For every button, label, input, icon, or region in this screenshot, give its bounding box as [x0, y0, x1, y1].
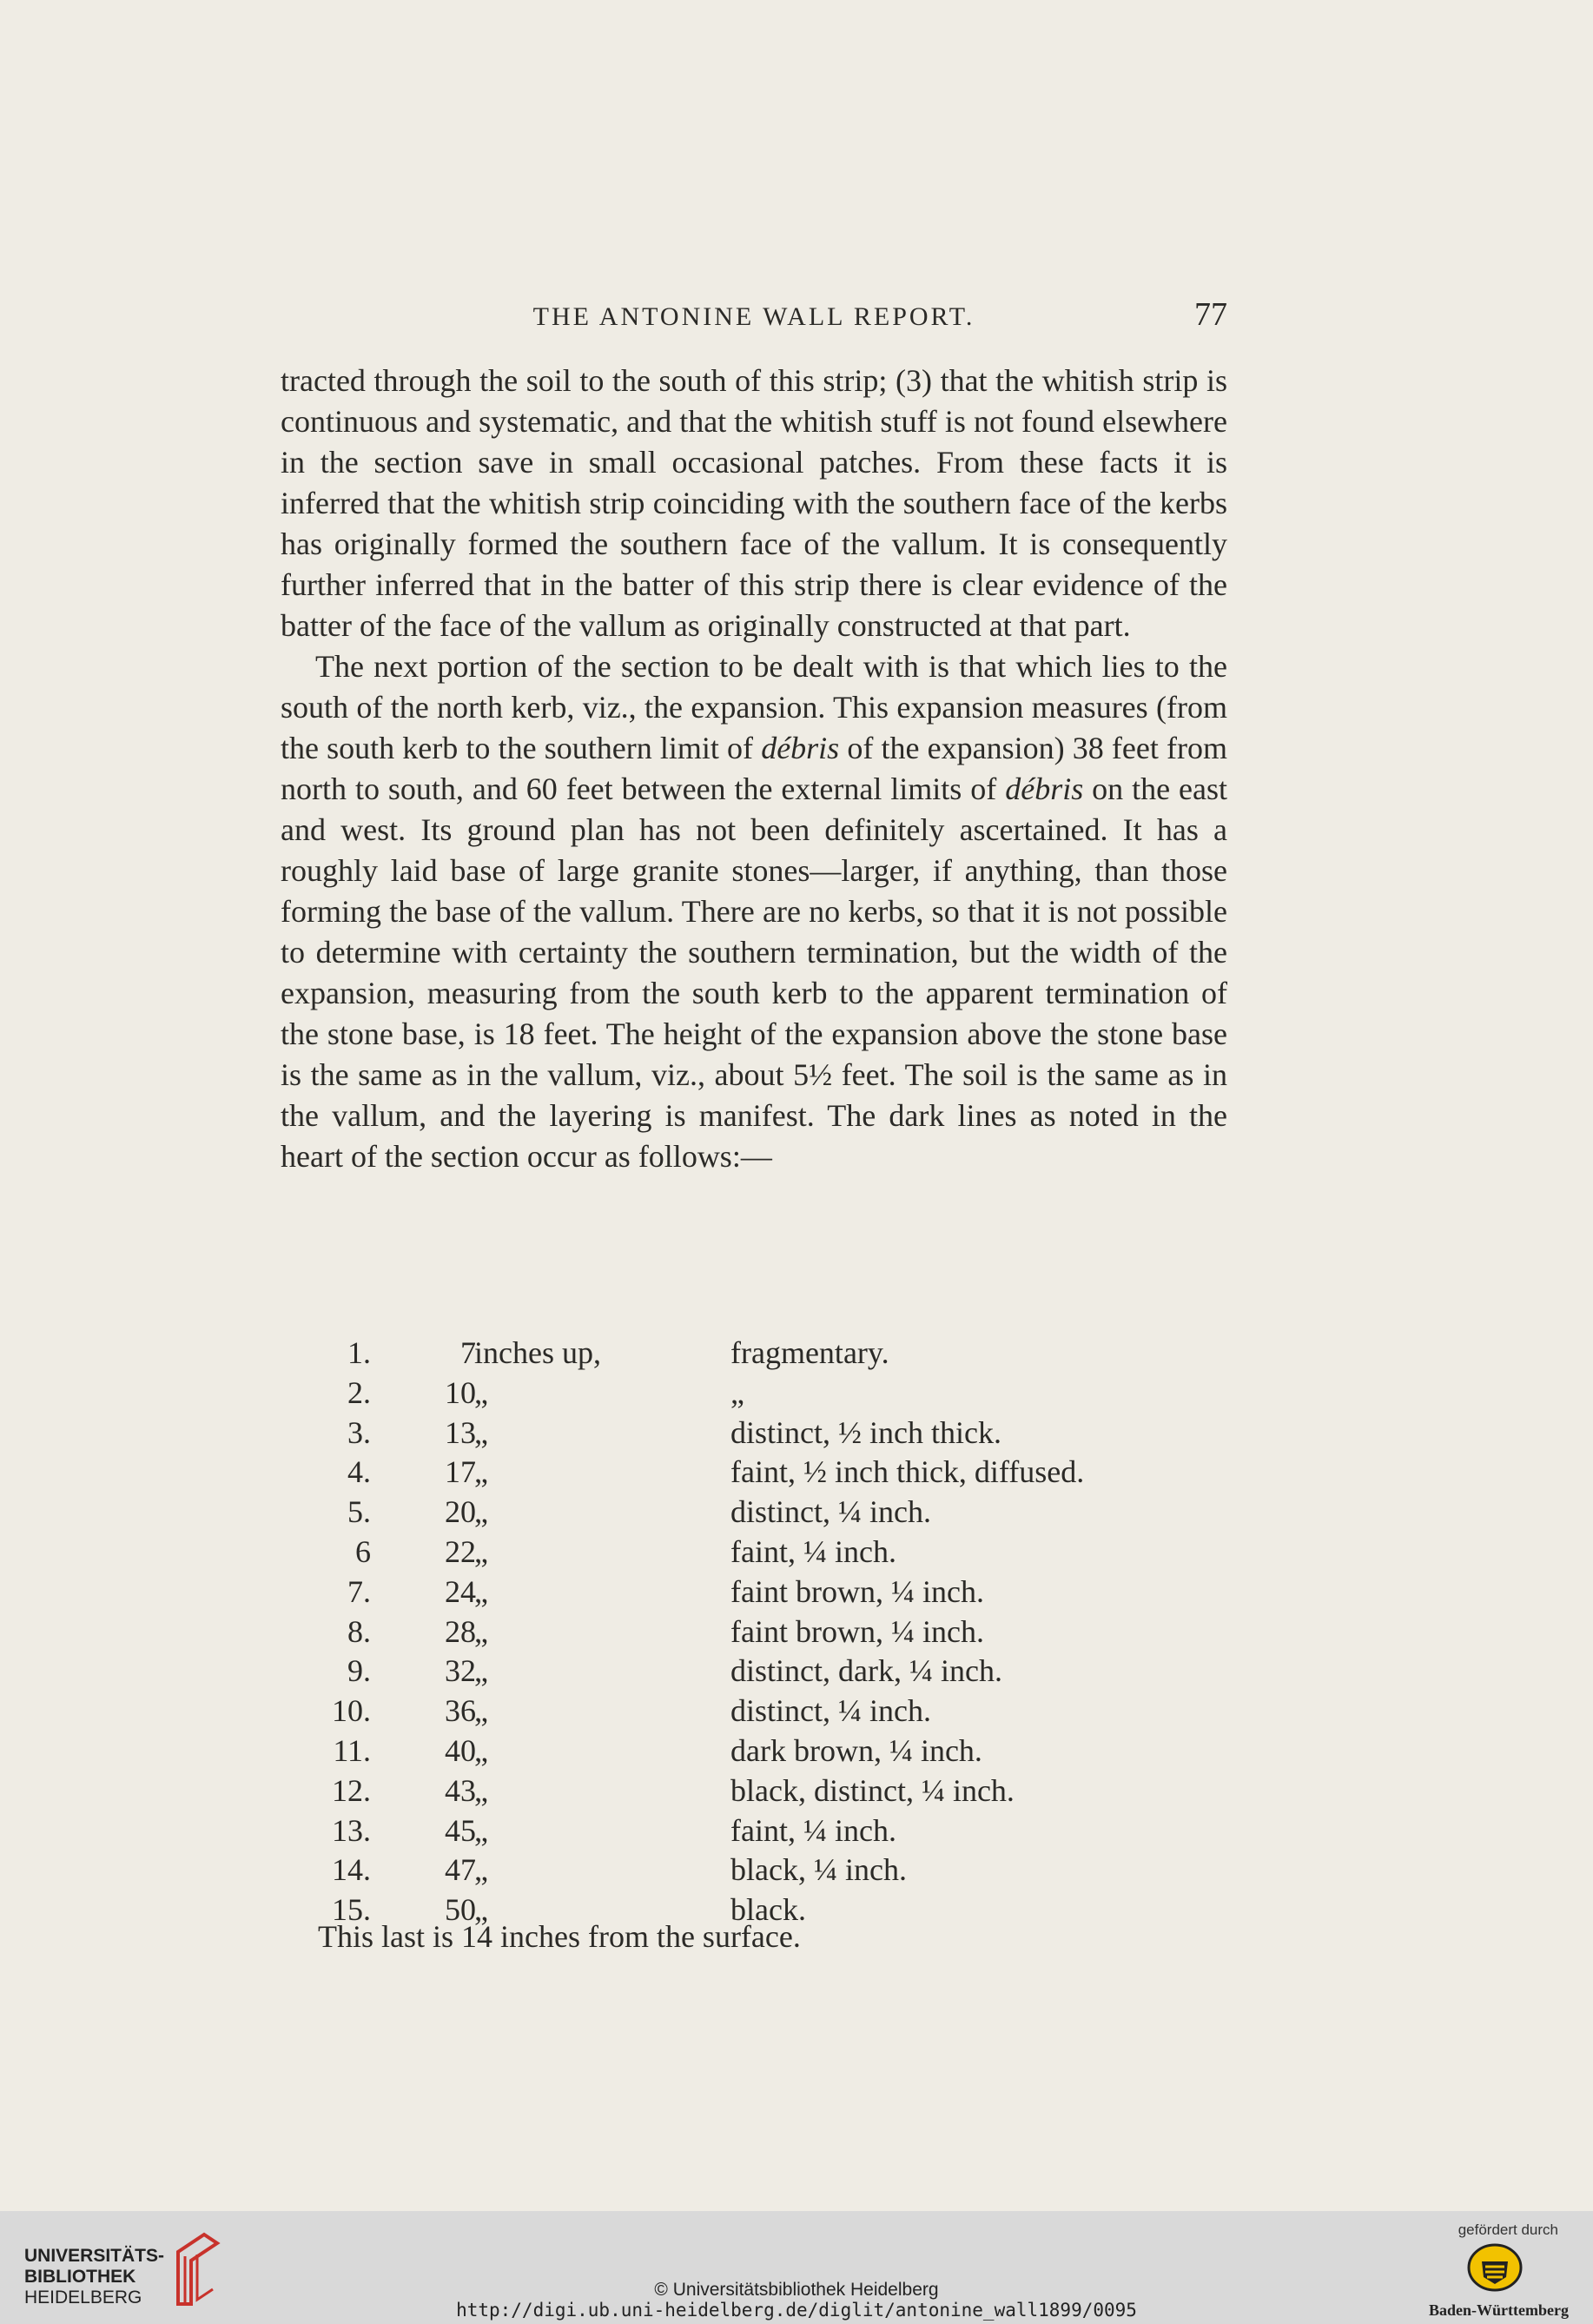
- dark-line-height: 17: [445, 1454, 476, 1490]
- dark-line-number: 15.: [332, 1892, 371, 1928]
- dark-line-height: 32: [445, 1653, 476, 1689]
- dark-line-number: 13.: [332, 1812, 371, 1848]
- dark-line-row: [281, 1772, 1227, 1812]
- dark-line-description: faint brown, ¼ inch.: [730, 1613, 984, 1649]
- dark-lines-list: [281, 1334, 1227, 1931]
- dark-line-height: 43: [445, 1772, 476, 1808]
- dark-line-unit: „: [474, 1653, 488, 1689]
- dark-line-row: [281, 1533, 1227, 1573]
- dark-line-number: 3.: [347, 1414, 371, 1450]
- closing-line: This last is 14 inches from the surface.: [318, 1919, 801, 1954]
- dark-line-row: [281, 1414, 1227, 1454]
- dark-line-description: faint brown, ¼ inch.: [730, 1573, 984, 1609]
- dark-line-unit: „: [474, 1613, 488, 1649]
- library-line-2: BIBLIOTHEK: [24, 2267, 136, 2287]
- dark-line-height: 40: [445, 1732, 476, 1768]
- dark-line-unit: „: [474, 1454, 488, 1490]
- paragraph-2-part-c: on the east and west. Its ground plan has not been definitely ascertained. It has a roughly laid base of large granite stones—larger, if anything, than those forming the base of the vallum. There are no kerbs, so that it is not possible to determine with certainty the southern termination, but the width of the expansion, measuring from the south kerb to the apparent termination of the stone base, is 18 feet. The height of the expansion above the stone base is the same as in the vallum, viz., about 5½ feet. The soil is the same as in the vallum, and the layering is manifest. The dark lines as noted in the heart of the section occur as follows:—: [281, 771, 1228, 1174]
- dark-line-row: [281, 1652, 1227, 1692]
- dark-line-description: faint, ¼ inch.: [730, 1533, 896, 1569]
- dark-line-row: [281, 1334, 1227, 1374]
- dark-line-number: 8.: [347, 1613, 371, 1649]
- dark-line-description: distinct, ¼ inch.: [730, 1693, 931, 1729]
- dark-line-height: 47: [445, 1852, 476, 1888]
- italic-debris-1: débris: [761, 731, 840, 765]
- dark-line-description: distinct, ½ inch thick.: [730, 1414, 1001, 1450]
- dark-line-unit: „: [474, 1812, 488, 1848]
- dark-line-number: 6: [355, 1533, 371, 1569]
- dark-line-height: 7: [460, 1335, 476, 1370]
- body-text: [281, 361, 1227, 1177]
- dark-line-number: 10.: [332, 1693, 371, 1729]
- italic-debris-2: débris: [1005, 771, 1084, 806]
- dark-line-row: [281, 1613, 1227, 1653]
- permalink-url[interactable]: http://digi.ub.uni-heidelberg.de/diglit/antonine_wall1899/0095: [456, 2300, 1137, 2321]
- dark-line-unit: „: [474, 1374, 488, 1410]
- dark-line-row: [281, 1692, 1227, 1732]
- dark-line-height: 20: [445, 1494, 476, 1530]
- dark-line-row: [281, 1812, 1227, 1852]
- dark-line-number: 11.: [333, 1732, 371, 1768]
- dark-line-number: 1.: [347, 1335, 371, 1370]
- dark-line-height: 28: [445, 1613, 476, 1649]
- dark-line-unit: „: [474, 1892, 488, 1928]
- dark-line-description: faint, ¼ inch.: [730, 1812, 896, 1848]
- sponsor-name: Baden-Württemberg: [1429, 2301, 1569, 2319]
- dark-line-number: 14.: [332, 1852, 371, 1888]
- dark-line-unit: „: [474, 1494, 488, 1530]
- dark-line-height: 13: [445, 1414, 476, 1450]
- paragraph-2-part-b: of the expansion) 38 feet from north to south, and 60 feet between the external limits of: [281, 731, 1227, 806]
- dark-line-number: 7.: [347, 1573, 371, 1609]
- state-seal-icon: [1466, 2242, 1524, 2293]
- dark-line-description: black.: [730, 1892, 806, 1928]
- dark-line-height: 45: [445, 1812, 476, 1848]
- footer-bar: [0, 2211, 1593, 2324]
- dark-line-unit: „: [474, 1533, 488, 1569]
- dark-line-unit: „: [474, 1772, 488, 1808]
- dark-line-description: distinct, ¼ inch.: [730, 1494, 931, 1530]
- dark-line-unit: „: [474, 1693, 488, 1729]
- dark-line-row: [281, 1573, 1227, 1613]
- running-title: THE ANTONINE WALL REPORT.: [532, 302, 975, 331]
- dark-line-description: black, ¼ inch.: [730, 1852, 907, 1888]
- dark-line-number: 9.: [347, 1653, 371, 1689]
- dark-line-height: 36: [445, 1693, 476, 1729]
- dark-line-description: distinct, dark, ¼ inch.: [730, 1653, 1002, 1689]
- dark-line-row: [281, 1493, 1227, 1533]
- dark-line-height: 10: [445, 1374, 476, 1410]
- sponsor-label: gefördert durch: [1457, 2221, 1558, 2238]
- dark-line-height: 24: [445, 1573, 476, 1609]
- dark-line-row: [281, 1732, 1227, 1772]
- page-number: 77: [1194, 296, 1227, 333]
- copyright-notice: © Universitätsbibliothek Heidelberg: [654, 2280, 939, 2300]
- dark-line-row: [281, 1453, 1227, 1493]
- library-line-1: UNIVERSITÄTS-: [24, 2246, 165, 2266]
- dark-line-description: „: [730, 1374, 744, 1410]
- dark-line-number: 5.: [347, 1494, 371, 1530]
- dark-line-unit: „: [474, 1732, 488, 1768]
- dark-line-description: black, distinct, ¼ inch.: [730, 1772, 1015, 1808]
- dark-line-row: [281, 1851, 1227, 1891]
- dark-line-number: 12.: [332, 1772, 371, 1808]
- paragraph-2-part-a: The next portion of the section to be dealt with is that which lies to the south of the north kerb, viz., the expansion. This expansion measures (from the south kerb to the southern limit of: [281, 649, 1227, 765]
- dark-line-number: 2.: [347, 1374, 371, 1410]
- paragraph-2: [281, 646, 1227, 1177]
- dark-line-description: dark brown, ¼ inch.: [730, 1732, 982, 1768]
- dark-line-height: 22: [445, 1533, 476, 1569]
- dark-line-number: 4.: [347, 1454, 371, 1490]
- dark-line-description: faint, ½ inch thick, diffused.: [730, 1454, 1085, 1490]
- dark-line-unit: inches up,: [474, 1335, 601, 1370]
- dark-line-description: fragmentary.: [730, 1335, 889, 1370]
- dark-line-unit: „: [474, 1852, 488, 1888]
- paragraph-1: tracted through the soil to the south of this strip; (3) that the whitish strip is continuous and systematic, and that the whitish stuff is not found elsewhere in the section save in small occasional patches. From these facts it is inferred that the whitish strip coinciding with the southern face of the kerbs has originally formed the southern face of the vallum. It is consequently further inferred that in the batter of this strip there is clear evidence of the batter of the face of the vallum as originally constructed at that part.: [281, 363, 1227, 643]
- dark-line-height: 50: [445, 1892, 476, 1928]
- dark-line-row: [281, 1374, 1227, 1414]
- dark-line-unit: „: [474, 1573, 488, 1609]
- dark-line-unit: „: [474, 1414, 488, 1450]
- library-line-3: HEIDELBERG: [24, 2288, 142, 2307]
- page-header: [281, 295, 1227, 339]
